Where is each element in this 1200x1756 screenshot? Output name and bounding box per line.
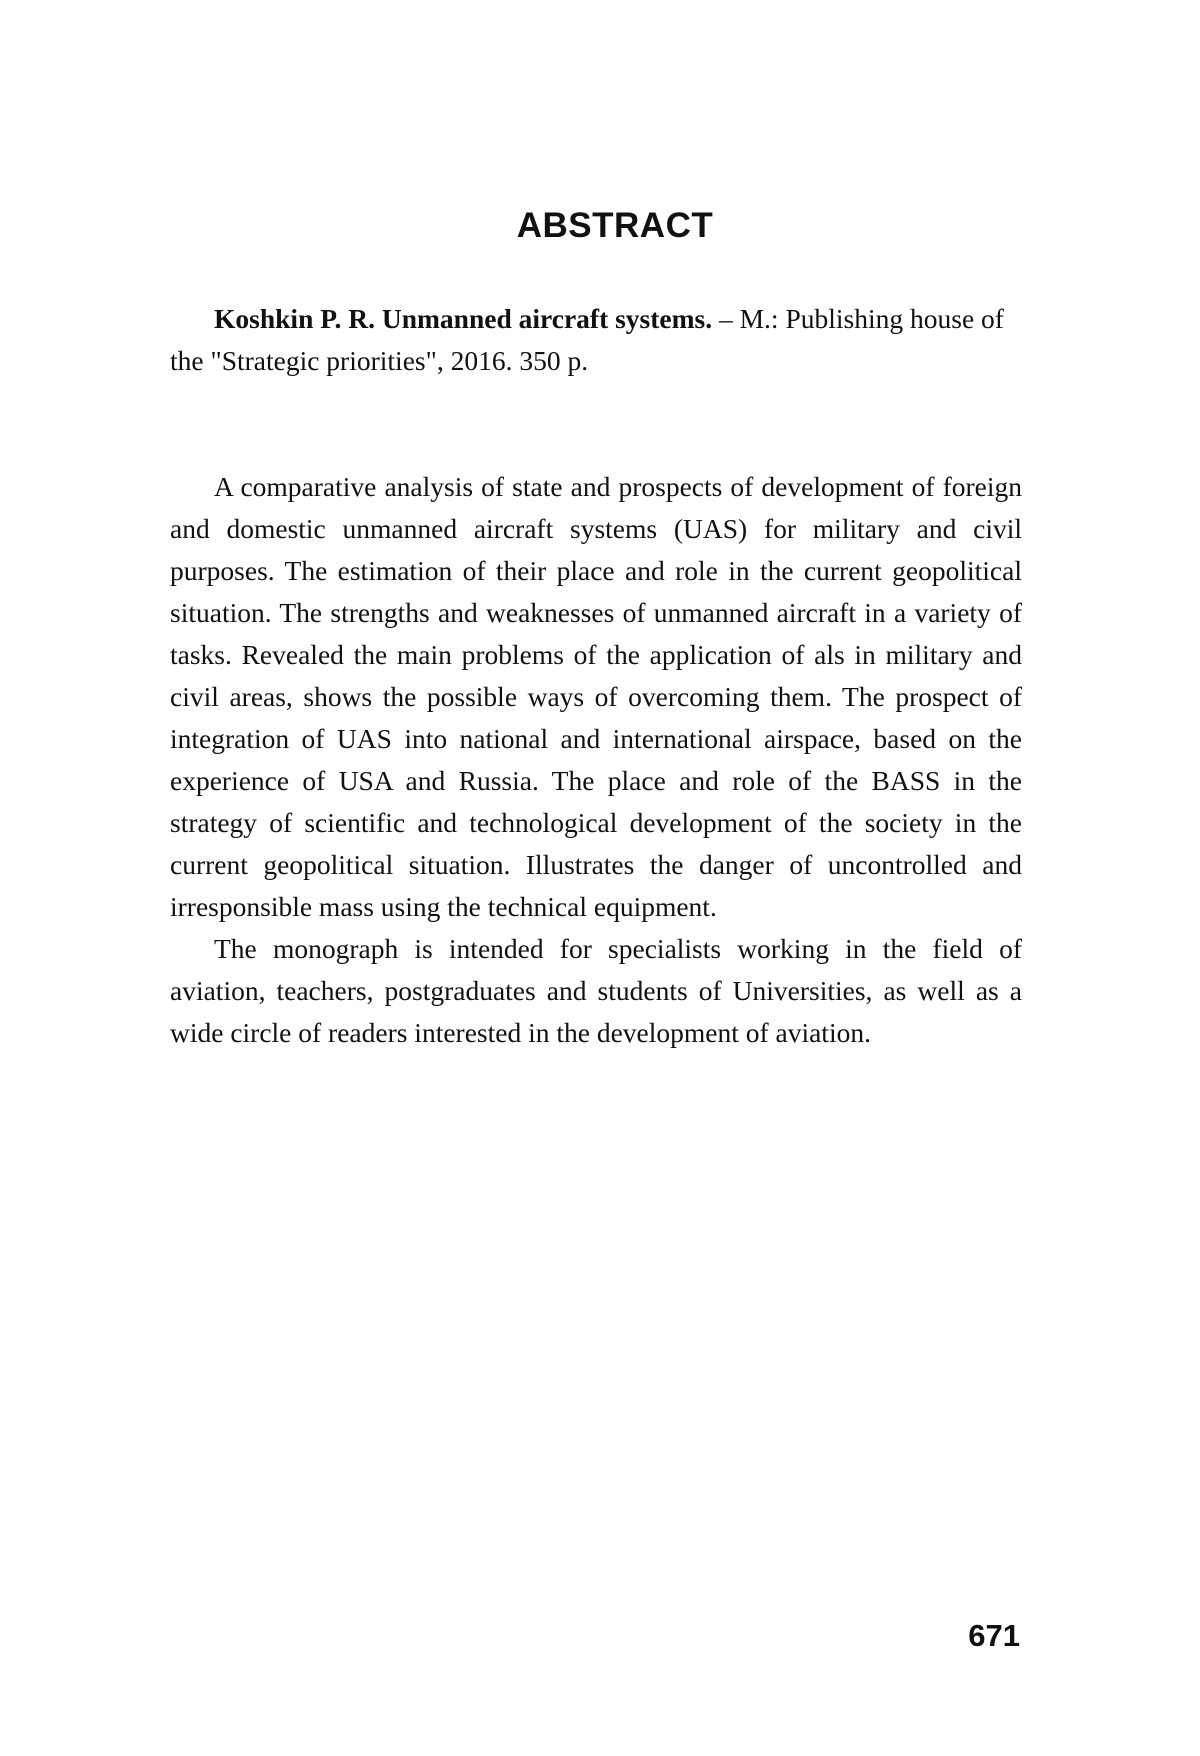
abstract-paragraph-2: The monograph is intended for specialists working in the field of aviation, teachers, postgraduates and students of Universities, as well as a wide circle of readers interested in the development of aviation. xyxy=(170,933,1022,1048)
page-title: ABSTRACT xyxy=(516,206,714,245)
abstract-body xyxy=(170,466,1022,1054)
citation-publisher: – M.: Publishing house of the "Strategic priorities", 2016. 350 p. xyxy=(170,303,1004,376)
bibliographic-citation xyxy=(170,298,1022,382)
abstract-paragraph-1: A comparative analysis of state and prospects of development of foreign and domestic unmanned aircraft systems (UAS) for military and civil purposes. The estimation of their place and role in the current geopolitical situation. The strengths and weaknesses of unmanned aircraft in a variety of tasks. Revealed the main problems of the application of als in military and civil areas, shows the possible ways of overcoming them. The prospect of integration of UAS into national and international airspace, based on the experience of USA and Russia. The place and role of the BASS in the strategy of scientific and technological development of the society in the current geopolitical situation. Illustrates the danger of uncontrolled and irresponsible mass using the technical equipment. xyxy=(170,471,1022,922)
citation-paragraph xyxy=(170,298,1022,382)
page-number: 671 xyxy=(968,1618,1020,1653)
citation-author-title: Koshkin P. R. Unmanned aircraft systems. xyxy=(214,303,713,334)
